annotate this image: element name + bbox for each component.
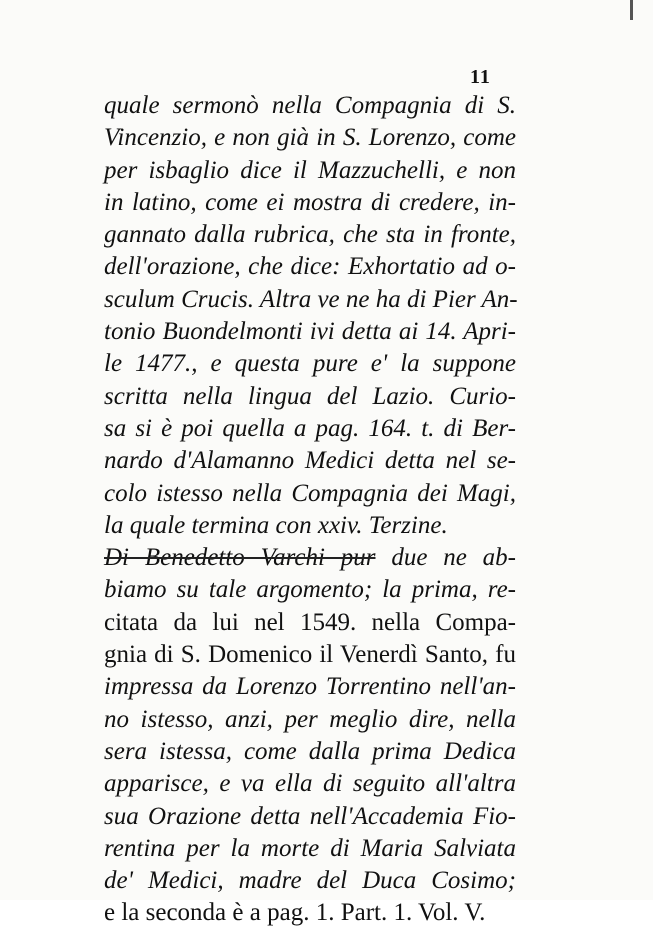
page-number: 11 [470, 66, 491, 88]
text-line: scritta nella lingua del Lazio. Curio- [104, 382, 516, 410]
text-line: nardo d'Alamanno Medici detta nel se- [104, 447, 516, 475]
text-line: sua Orazione detta nell'Accademia Fio- [104, 802, 516, 830]
text-line: tonio Buondelmonti ivi detta ai 14. Apri- [104, 318, 516, 346]
text-line: gannato dalla rubrica, che sta in fronte, [104, 221, 516, 249]
margin-mark [630, 0, 633, 20]
text-line: citata da lui nel 1549. nella Compa- [104, 608, 516, 636]
page-text [104, 90, 516, 930]
text-line: sera istessa, come dalla prima Dedica [104, 737, 516, 765]
text-line: quale sermonò nella Compagnia di S. [104, 92, 516, 119]
text-line: sa si è poi quella a pag. 164. t. di Ber- [104, 414, 516, 442]
text-line: apparisce, e va ella di seguito all'altra [104, 770, 516, 798]
struck-words: Di Benedetto Varchi pur [104, 544, 376, 572]
text-line: biamo su tale argomento; la prima, re- [104, 576, 516, 604]
text-line: per isbaglio dice il Mazzuchelli, e non [104, 156, 516, 184]
text-line: rentina per la morte di Maria Salviata [104, 834, 516, 862]
text-line: dell'orazione, che dice: Exhortatio ad o- [104, 253, 516, 281]
text-line: gnia di S. Domenico il Venerdì Santo, fu [104, 641, 516, 669]
text-line: la quale termina con xxiv. Terzine. [104, 511, 448, 539]
text-line-struck: Di Benedetto Varchi pur due ne ab- [104, 544, 516, 572]
text-line: no istesso, anzi, per meglio dire, nella [104, 705, 516, 733]
text-line: Vincenzio, e non già in S. Lorenzo, come [104, 124, 516, 152]
text-line: de' Medici, madre del Duca Cosimo; [104, 867, 516, 895]
text-line: sculum Crucis. Altra ve ne ha di Pier An- [104, 285, 518, 313]
text-line: impressa da Lorenzo Torrentino nell'an- [104, 673, 516, 701]
text-line: in latino, come ei mostra di credere, in- [104, 188, 516, 216]
text-line: le 1477., e questa pure e' la suppone [104, 350, 516, 378]
text-line: colo istesso nella Compagnia dei Magi, [104, 479, 516, 507]
text-line: e la seconda è a pag. 1. Part. 1. Vol. V. [104, 899, 486, 927]
